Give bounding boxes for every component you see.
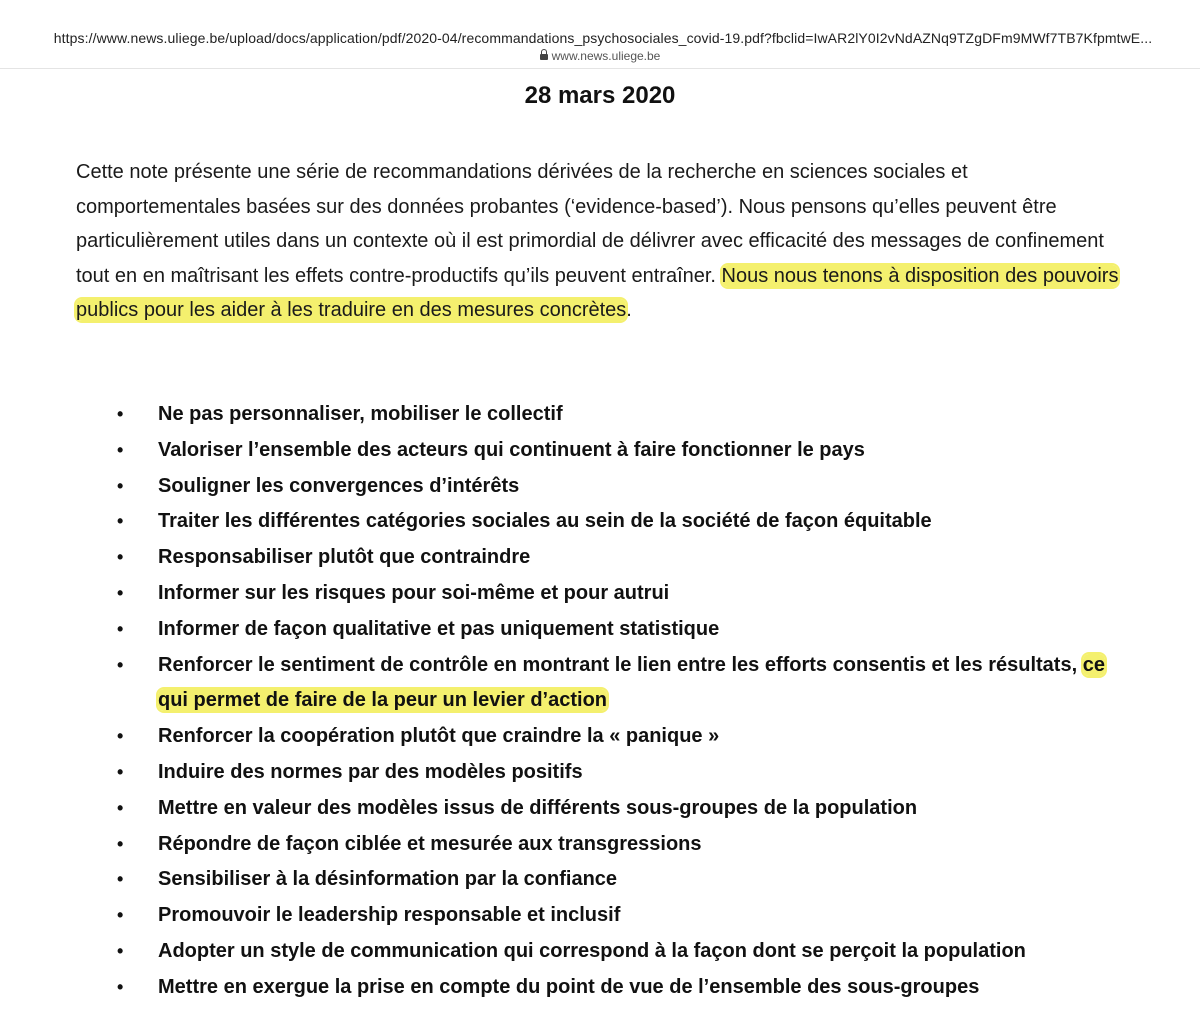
recommendation-item	[0, 469, 1200, 505]
recommendation-item	[0, 540, 1200, 576]
bullet-icon: •	[117, 976, 124, 997]
recommendation-item	[0, 755, 1200, 791]
bullet-icon: •	[117, 869, 124, 890]
recommendation-item	[0, 397, 1200, 433]
recommendation-highlighted-text: ce qui permet de faire de la peur un levier d’action	[158, 653, 1105, 712]
recommendation-text: Mettre en exergue la prise en compte du point de vue de l’ensemble des sous-groupes	[158, 975, 980, 998]
recommendation-item	[0, 576, 1200, 612]
bullet-icon: •	[117, 582, 124, 603]
recommendation-item	[0, 433, 1200, 469]
domain-row	[0, 49, 1200, 63]
bullet-icon: •	[117, 511, 124, 532]
recommendation-text: Informer de façon qualitative et pas uniquement statistique	[158, 617, 720, 640]
bullet-icon: •	[117, 833, 124, 854]
bullet-icon: •	[117, 797, 124, 818]
recommendation-item	[0, 934, 1200, 970]
recommendation-text: Informer sur les risques pour soi-même et pour autrui	[158, 581, 670, 604]
recommendation-text: Ne pas personnaliser, mobiliser le collectif	[158, 403, 563, 425]
recommendation-text: Induire des normes par des modèles positifs	[158, 760, 583, 783]
recommendation-item	[0, 898, 1200, 934]
bullet-icon: •	[117, 547, 124, 568]
recommendation-text: Adopter un style de communication qui correspond à la façon dont se perçoit la population	[158, 939, 1026, 962]
bullet-icon: •	[117, 439, 124, 460]
recommendation-text: Répondre de façon ciblée et mesurée aux transgressions	[158, 832, 702, 855]
recommendation-item	[0, 719, 1200, 755]
domain-text: www.news.uliege.be	[551, 49, 661, 63]
recommendation-item	[0, 648, 1200, 720]
recommendation-item	[0, 970, 1200, 1006]
bullet-icon: •	[117, 475, 124, 496]
recommendation-item	[0, 612, 1200, 648]
url-text[interactable]: https://www.news.uliege.be/upload/docs/application/pdf/2020-04/recommandations_psychosociales_covid-19.pdf?fbclid=IwAR2lY0I2vNdAZNq9TZgDFm9MWf7TB7KfpmtwE...	[53, 30, 1153, 46]
recommendation-text: Promouvoir le leadership responsable et inclusif	[158, 904, 621, 927]
intro-highlighted-text: Nous nous tenons à disposition des pouvoirs publics pour les aider à les traduire en des mesures concrètes	[76, 264, 1119, 321]
recommendation-text: Souligner les convergences d’intérêts	[158, 474, 520, 497]
intro-paragraph	[76, 155, 1136, 328]
lock-icon	[540, 54, 548, 60]
recommendation-item	[0, 791, 1200, 827]
bullet-icon: •	[117, 618, 124, 639]
recommendation-item	[0, 504, 1200, 540]
bullet-icon: •	[117, 654, 124, 675]
document-date: 28 mars 2020	[524, 82, 676, 109]
bullet-icon: •	[117, 940, 124, 961]
recommendation-text: Mettre en valeur des modèles issus de différents sous-groupes de la population	[158, 796, 918, 819]
intro-text: Cette note présente une série de recommandations dérivées de la recherche en sciences sociales et comportementales basées sur des données probantes (‘evidence-based’). Nous pensons qu’elles peuvent être particulièrement utiles dans un contexte où il est primordial de délivrer avec efficacité des messages de confinement tout en en maîtrisant les effets contre-productifs qu’ils peuvent entraîner.	[76, 161, 1104, 287]
recommendation-item	[0, 827, 1200, 863]
recommendation-text: Traiter les différentes catégories sociales au sein de la société de façon équitable	[158, 510, 932, 533]
bullet-icon: •	[117, 905, 124, 926]
bullet-icon: •	[117, 761, 124, 782]
intro-end: .	[626, 299, 632, 321]
recommendation-text: Sensibiliser à la désinformation par la confiance	[158, 868, 618, 891]
recommendation-text: Renforcer la coopération plutôt que craindre la « panique »	[158, 725, 720, 748]
recommendation-text: Renforcer le sentiment de contrôle en montrant le lien entre les efforts consentis et les résultats,	[158, 653, 1083, 676]
recommendation-item	[0, 862, 1200, 898]
browser-address-bar[interactable]	[0, 0, 1200, 69]
bullet-icon: •	[117, 726, 124, 747]
recommendation-text: Valoriser l’ensemble des acteurs qui continuent à faire fonctionner le pays	[158, 438, 865, 461]
recommendation-text: Responsabiliser plutôt que contraindre	[158, 546, 531, 569]
recommendations-list	[0, 397, 1200, 1006]
bullet-icon: •	[117, 404, 124, 424]
